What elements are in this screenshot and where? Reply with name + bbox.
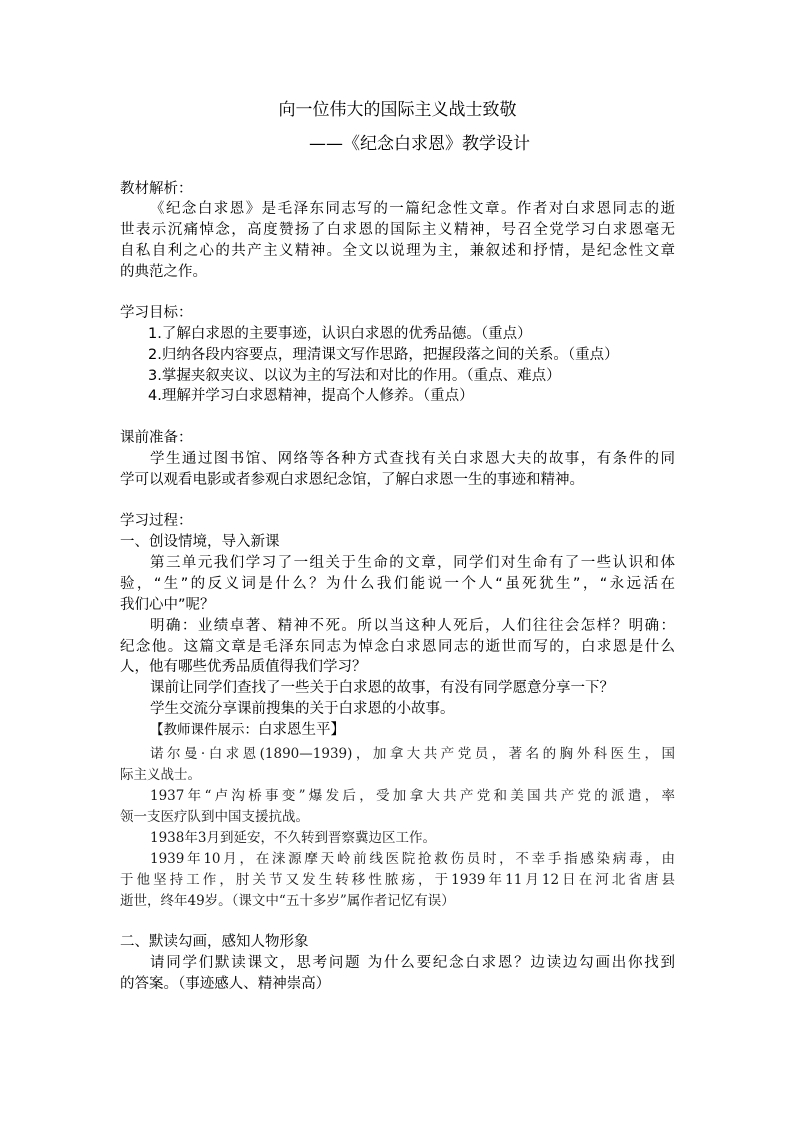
answer-line-2: 纪念他。这篇文章是毛泽东同志为悼念白求恩同志的逝世而写的，白求恩是什么 [120,639,675,655]
analysis-line-4: 的典范之作。 [120,264,207,280]
prep-line-1: 学生通过图书馆、网络等各种方式查找有关白求恩大夫的故事，有条件的同 [150,451,675,467]
courseware-title: 白求恩生平】 [258,722,345,738]
goal-item-3: 3.掌握夹叙夹议、以议为主的写法和对比的作用。（重点、难点） [148,368,561,384]
analysis-line-2: 世表示沉痛悼念，高度赞扬了白求恩的国际主义精神，号召全党学习白求恩毫无 [120,222,675,238]
intro-line-2: 验，“生”的反义词是什么？为什么我们能说一个人“虽死犹生”，“永远活在 [120,576,675,592]
answer-line-1: 明确：业绩卓著、精神不死。所以当这种人死后，人们往往会怎样？明确： [150,618,675,634]
prep-line-2: 学可以观看电影或者参观白求恩纪念馆，了解白求恩一生的事迹和精神。 [120,472,584,488]
intro-line-3: 我们心中”呢？ [120,597,215,613]
doc-title: 向一位伟大的国际主义战士致敬 [278,100,517,120]
goal-item-4: 4.理解并学习白求恩精神，提高个人修养。（重点） [148,388,474,404]
courseware-label: 【教师课件展示： [150,722,258,738]
analysis-heading: 教材解析： [120,181,193,197]
analysis-line-3: 自私自利之心的共产主义精神。全文以说理为主，兼叙述和抒情，是纪念性文章 [120,243,675,259]
bio-2-line-1: 1937年“卢沟桥事变”爆发后，受加拿大共产党和美国共产党的派遣，率 [150,788,675,804]
goals-heading: 学习目标： [120,305,193,321]
courseware-label-row [150,720,675,740]
bio-3-line-1: 1938年3月到延安，不久转到晋察冀边区工作。 [150,830,436,846]
goal-item-1: 1.了解白求恩的主要事迹，认识白求恩的优秀品德。（重点） [148,326,532,342]
intro-line-1: 第三单元我们学习了一组关于生命的文章，同学们对生命有了一些认识和体 [150,555,675,571]
read-line-1: 请同学们默读课文，思考问题 为什么要纪念白求恩？边读边勾画出你找到 [150,955,675,971]
bio-4-line-2: 于他坚持工作，肘关节又发生转移性脓疡，于1939年11月12日在河北省唐县 [120,872,675,888]
section-1-heading: 一、创设情境，导入新课 [120,534,280,550]
bio-1-line-2: 际主义战士。 [120,767,201,783]
bio-4-line-1: 1939年10月，在涞源摩天岭前线医院抢救伤员时，不幸手指感染病毒，由 [150,851,675,867]
section-2-heading: 二、默读勾画，感知人物形象 [120,934,309,950]
bio-2-line-2: 领一支医疗队到中国支援抗战。 [120,809,309,825]
bio-4-line-3: 逝世，终年49岁。（课文中“五十多岁”属作者记忆有误） [120,893,455,909]
read-line-2: 的答案。（事迹感人、精神崇高） [120,976,331,992]
doc-subtitle: ——《纪念白求恩》教学设计 [309,134,530,154]
exchange-line: 学生交流分享课前搜集的关于白求恩的小故事。 [150,701,455,717]
goal-item-2: 2.归纳各段内容要点，理清课文写作思路，把握段落之间的关系。（重点） [148,347,619,363]
process-heading: 学习过程： [120,513,193,529]
share-line: 课前让同学们查找了一些关于白求恩的故事，有没有同学愿意分享一下？ [150,680,614,696]
prep-heading: 课前准备： [120,430,193,446]
bio-1-line-1: 诺尔曼·白求恩(1890—1939)，加拿大共产党员，著名的胸外科医生，国 [150,746,675,762]
answer-line-3: 人，他有哪些优秀品质值得我们学习？ [120,659,367,675]
analysis-line-1: 《纪念白求恩》是毛泽东同志写的一篇纪念性文章。作者对白求恩同志的逝 [150,201,675,217]
